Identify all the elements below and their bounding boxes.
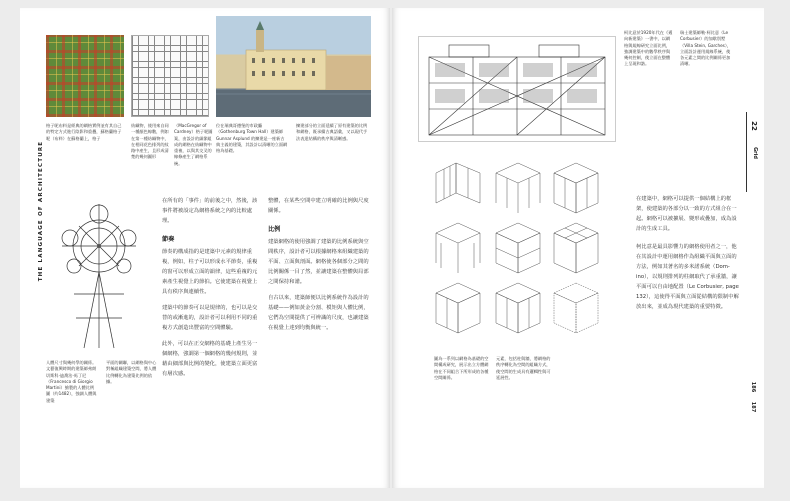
- town-hall-photo: [216, 16, 371, 117]
- left-page: [20, 8, 390, 488]
- paragraph-proportion-1: 建築網格的使用強調了建築的比例系統與空間秩序，設計者可以根據網格來組織建築的平面、立面與剖面。網格使各個部分之間的比例關係一目了然，並讓建築在整體與局部之間保持和諧。: [268, 239, 369, 285]
- caption-town-hall: 位在瑞典哥德堡的市政廳（Gothenburg Town Hall）建築師 Gunnar Asplund 的擴建是一座新古典主義的建築，其設計以清晰的立面網格為基礎。: [216, 123, 288, 154]
- section-title: Grid: [751, 147, 758, 159]
- paragraph-right-2: 柯比意是最具影響力的網格使用者之一，他在其設計中運用網格作為組織平面與立面的方法，例如其著名的多米諾系統（Dom-ino），以規則排列的柱網取代了承重牆，讓平面可以自由地配置（Le Corbusier, page 132），這使得平面與立面從結構的限制中解放出來，並成為現代建築的重要特徵。: [636, 244, 739, 310]
- caption-villa: 瑞士建築師勒·柯比意（Le Corbusier）的加歇別墅（Villa Stein, Garches），立面設計運用規線系統，使各元素之間的比例關係更加清晰。: [680, 30, 732, 67]
- caption-macgregor: （MacGregor of Cardney）格子呢圖案，由設計的細節組成的網格在紡織物中重複，以與其交叉的線條產生了網格系統。: [174, 123, 213, 166]
- caption-fabric: 紡織物，使用來自同一種顏色線數，例如在第一種紡織物中，在相同花色排列的紋路中產生，且形成清楚的幾何圖形: [131, 123, 169, 160]
- caption-tartan: 格子呢布料是經典的網格實例並有其自己的特定方式進行陰影和重疊，蘇格蘭格子呢（布料）在蘇格蘭上，格子: [46, 123, 122, 141]
- renaissance-figure-drawing: [54, 198, 144, 358]
- figure-plan-illustration: [54, 198, 144, 358]
- caption-figure-1: 人體尺寸與幾何學的關係。文藝復興時期的建築師弗朗切斯科·迪喬治·馬丁尼（Francesco di Giorgio Martini）繪製的人體比例圖（約1482），強調人體與建築: [46, 360, 97, 403]
- town-hall-illustration: [216, 16, 371, 117]
- caption-figure-2: 平面的關聯，以網格與中心對稱組織建築空間，將人體比例轉化為建築比例的依據。: [106, 360, 157, 384]
- paragraph-proportion-2: 自古以來，建築師便以比例系統作為設計的基礎——例如黃金分割、模矩與人體比例，它們為空間提供了可辨識的尺度，也讓建築在視覺上達到均衡與統一。: [268, 295, 369, 331]
- elevation-illustration: [419, 37, 615, 141]
- grid-cube-studies: [426, 158, 606, 343]
- villa-elevation-drawing: [418, 36, 616, 142]
- tartan-fabric-image: [46, 35, 124, 117]
- column-intro: 在所有的「事件」的前後之中，然後，該事件將被設定為網格系統之內的比較處理。: [162, 198, 258, 224]
- spine-title: [36, 128, 46, 308]
- heading-rhythm: 節奏: [162, 236, 175, 243]
- tartan-grid-diagram: [131, 35, 209, 117]
- right-column: [636, 194, 740, 312]
- paragraph-rhythm-3: 此外，可以在正交網格的基礎上產生另一個網格，強調第一個網格的幾何規則，並藉由細部與比例的變化，使建築立面更富有層次感。: [162, 341, 258, 377]
- paragraph-continued: 整體，在某些空間中建立明確的比例與尺度關係。: [268, 198, 369, 214]
- page-number-right: 187: [750, 401, 757, 413]
- spine-title-text: THE LANGUAGE OF ARCHITECTURE: [38, 140, 44, 282]
- heading-proportion: 比例: [268, 226, 281, 233]
- left-column-2: [268, 196, 372, 333]
- section-tab: [746, 112, 765, 192]
- page-number-left: 186: [750, 381, 757, 393]
- right-page: [392, 8, 764, 488]
- caption-cubes-1: 圖為一系列以網格為基礎的空間構成研究，展示出立方體網格在不同組合下所形成的各種空間關係。: [434, 356, 489, 380]
- caption-cubes-2: 元素，包括柱與牆，將網格的秩序轉化為空間的組織方式，使空間的生成具有邏輯性與可延展性。: [496, 356, 551, 380]
- paragraph-rhythm-2: 建築中的節奏可以是規律的，也可以是交替的或漸進的，設計者可以利用不同的重複方式創造出豐富的空間體驗。: [162, 305, 258, 331]
- paragraph-rhythm-1: 節奏的構成指的是建築中元素的規律重複，例如，柱子可以形成水平節奏，重複的窗可以形成立面的韻律，這些重複的元素產生視覺上的節拍。它使建築在視覺上具有秩序與連續性。: [162, 249, 258, 295]
- cube-studies-illustration: [426, 158, 606, 343]
- caption-corbusier: 柯比意於1920年代在《邁向新建築》一書中，以網格與規線研究立面比例，強調建築中的數學秩序與幾何控制，使立面在整體上呈現和諧。: [624, 30, 673, 67]
- caption-extension: 擴建部分的立面延續了原有建築的比例和網格，既承續古典語彙，又以現代手法表達結構的秩序與清晰感。: [296, 123, 368, 141]
- left-column-1: [162, 196, 262, 379]
- section-number: 22: [749, 121, 758, 131]
- paragraph-right-1: 在建築中，網格可以提供一個結構上的框架，使建築的各部分以一致的方式組合在一起。網格可以被擴展、變形或疊加，成為設計的生成工具。: [636, 196, 737, 232]
